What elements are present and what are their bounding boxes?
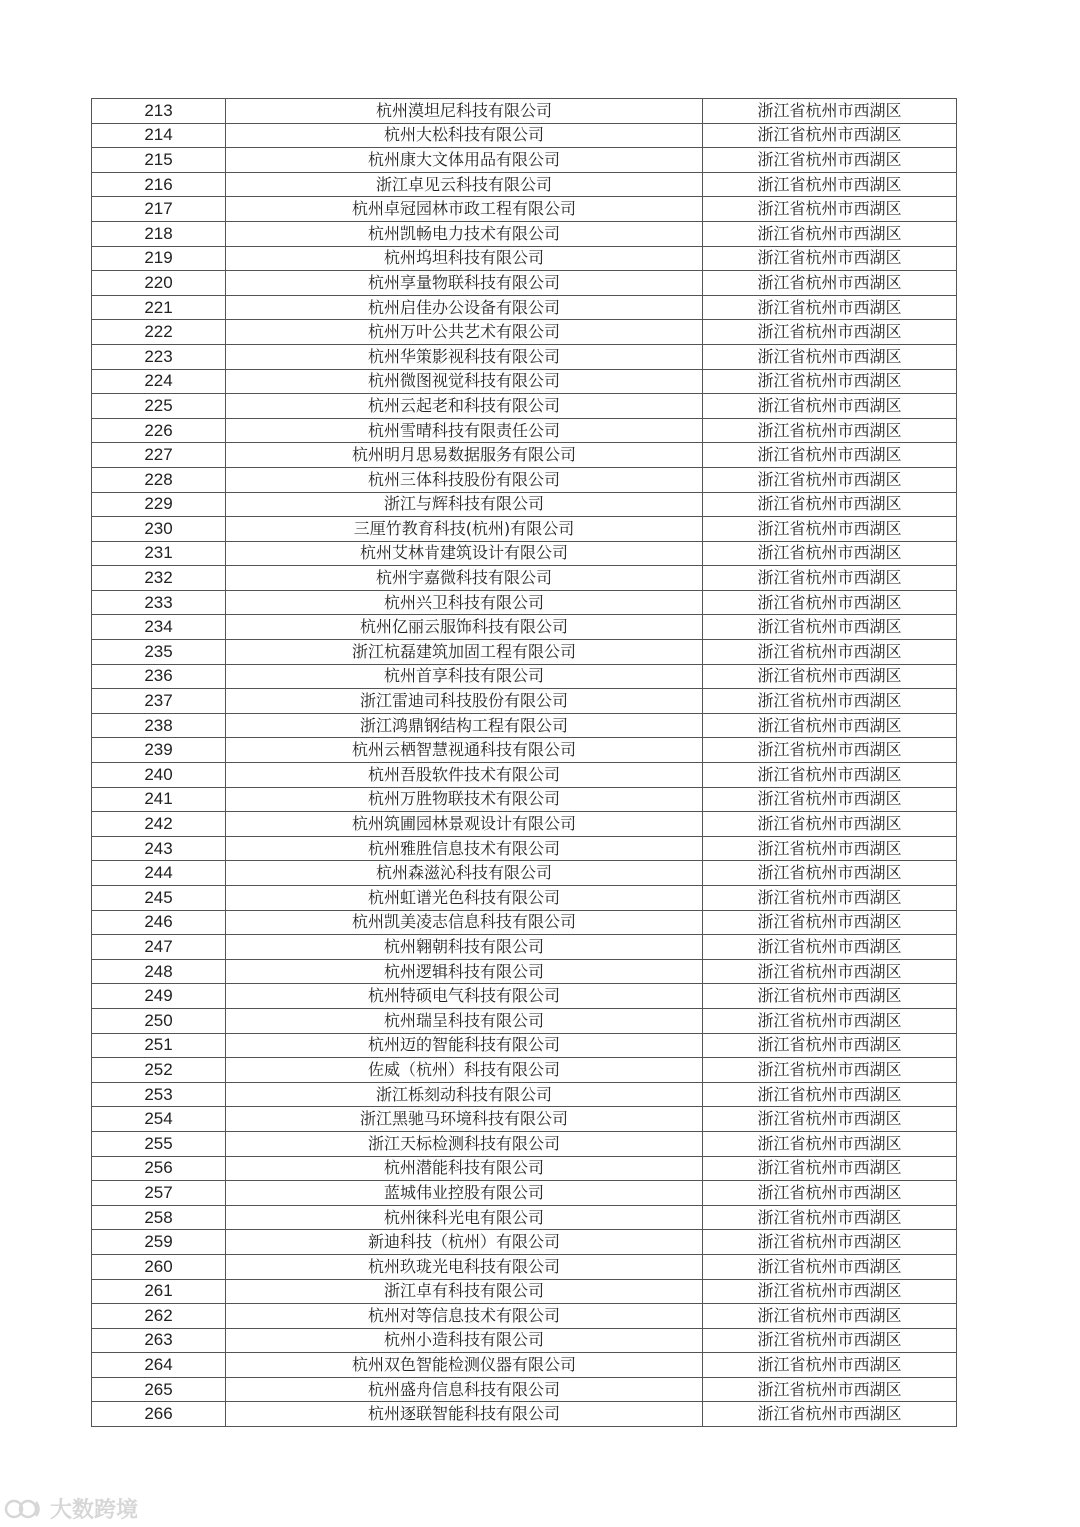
row-number: 262 [92,1304,226,1329]
company-name: 杭州华策影视科技有限公司 [226,344,703,369]
row-number: 225 [92,394,226,419]
company-region: 浙江省杭州市西湖区 [703,1279,957,1304]
table-row [92,763,957,788]
company-region: 浙江省杭州市西湖区 [703,763,957,788]
row-number: 235 [92,640,226,665]
table-row [92,197,957,222]
company-region: 浙江省杭州市西湖区 [703,787,957,812]
watermark-text: 大数跨境 [50,1498,139,1523]
table-row [92,787,957,812]
company-region: 浙江省杭州市西湖区 [703,1402,957,1427]
company-region: 浙江省杭州市西湖区 [703,1058,957,1083]
company-region: 浙江省杭州市西湖区 [703,1156,957,1181]
row-number: 224 [92,369,226,394]
table-row [92,1402,957,1427]
row-number: 248 [92,959,226,984]
table-row [92,713,957,738]
company-region: 浙江省杭州市西湖区 [703,320,957,345]
company-name: 杭州兴卫科技有限公司 [226,590,703,615]
table-row [92,910,957,935]
company-name: 浙江天标检测科技有限公司 [226,1131,703,1156]
table-row [92,123,957,148]
company-region: 浙江省杭州市西湖区 [703,910,957,935]
company-name: 杭州万叶公共艺术有限公司 [226,320,703,345]
row-number: 254 [92,1107,226,1132]
row-number: 241 [92,787,226,812]
company-region: 浙江省杭州市西湖区 [703,99,957,124]
company-name: 杭州逐联智能科技有限公司 [226,1402,703,1427]
company-name: 杭州徕科光电有限公司 [226,1205,703,1230]
table-row [92,566,957,591]
company-region: 浙江省杭州市西湖区 [703,1033,957,1058]
table-row [92,861,957,886]
company-name: 杭州微图视觉科技有限公司 [226,369,703,394]
company-region: 浙江省杭州市西湖区 [703,566,957,591]
row-number: 245 [92,886,226,911]
company-region: 浙江省杭州市西湖区 [703,615,957,640]
company-region: 浙江省杭州市西湖区 [703,1304,957,1329]
company-list-body [92,99,957,1427]
row-number: 252 [92,1058,226,1083]
table-row [92,1377,957,1402]
company-name: 杭州三体科技股份有限公司 [226,467,703,492]
company-region: 浙江省杭州市西湖区 [703,713,957,738]
table-row [92,369,957,394]
row-number: 238 [92,713,226,738]
company-region: 浙江省杭州市西湖区 [703,271,957,296]
company-name: 杭州盛舟信息科技有限公司 [226,1377,703,1402]
company-region: 浙江省杭州市西湖区 [703,369,957,394]
company-name: 新迪科技（杭州）有限公司 [226,1230,703,1255]
company-region: 浙江省杭州市西湖区 [703,590,957,615]
table-row [92,1008,957,1033]
row-number: 251 [92,1033,226,1058]
row-number: 240 [92,763,226,788]
company-name: 浙江与辉科技有限公司 [226,492,703,517]
company-name: 浙江雷迪司科技股份有限公司 [226,689,703,714]
company-region: 浙江省杭州市西湖区 [703,935,957,960]
company-region: 浙江省杭州市西湖区 [703,172,957,197]
company-region: 浙江省杭州市西湖区 [703,689,957,714]
company-name: 杭州艾林肯建筑设计有限公司 [226,541,703,566]
table-row [92,1131,957,1156]
table-row [92,344,957,369]
row-number: 243 [92,836,226,861]
row-number: 260 [92,1254,226,1279]
company-region: 浙江省杭州市西湖区 [703,394,957,419]
watermark [4,1493,138,1524]
table-row [92,640,957,665]
row-number: 257 [92,1181,226,1206]
company-region: 浙江省杭州市西湖区 [703,664,957,689]
row-number: 255 [92,1131,226,1156]
row-number: 218 [92,221,226,246]
table-row [92,738,957,763]
company-name: 杭州漠坦尼科技有限公司 [226,99,703,124]
company-name: 浙江卓见云科技有限公司 [226,172,703,197]
company-region: 浙江省杭州市西湖区 [703,1377,957,1402]
weibo-style-logo-icon [4,1496,44,1522]
table-row [92,492,957,517]
company-name: 浙江杭磊建筑加固工程有限公司 [226,640,703,665]
table-row [92,246,957,271]
table-row [92,1328,957,1353]
row-number: 229 [92,492,226,517]
company-name: 杭州大松科技有限公司 [226,123,703,148]
table-row [92,1205,957,1230]
row-number: 247 [92,935,226,960]
table-row [92,418,957,443]
company-region: 浙江省杭州市西湖区 [703,812,957,837]
table-row [92,443,957,468]
row-number: 234 [92,615,226,640]
row-number: 215 [92,148,226,173]
company-name: 杭州卓冠园林市政工程有限公司 [226,197,703,222]
row-number: 219 [92,246,226,271]
company-region: 浙江省杭州市西湖区 [703,344,957,369]
table-row [92,1107,957,1132]
row-number: 217 [92,197,226,222]
company-region: 浙江省杭州市西湖区 [703,148,957,173]
company-name: 杭州首享科技有限公司 [226,664,703,689]
table-row [92,1254,957,1279]
table-row [92,1181,957,1206]
company-region: 浙江省杭州市西湖区 [703,123,957,148]
company-name: 佐威（杭州）科技有限公司 [226,1058,703,1083]
company-region: 浙江省杭州市西湖区 [703,1205,957,1230]
company-region: 浙江省杭州市西湖区 [703,492,957,517]
row-number: 264 [92,1353,226,1378]
row-number: 228 [92,467,226,492]
row-number: 233 [92,590,226,615]
company-name: 杭州森滋沁科技有限公司 [226,861,703,886]
company-region: 浙江省杭州市西湖区 [703,1254,957,1279]
row-number: 216 [92,172,226,197]
row-number: 232 [92,566,226,591]
company-name: 浙江栎刻动科技有限公司 [226,1082,703,1107]
company-name: 杭州玖珑光电科技有限公司 [226,1254,703,1279]
row-number: 244 [92,861,226,886]
company-name: 杭州翱朝科技有限公司 [226,935,703,960]
table-row [92,221,957,246]
company-name: 杭州凯畅电力技术有限公司 [226,221,703,246]
table-row [92,935,957,960]
row-number: 246 [92,910,226,935]
company-name: 杭州迈的智能科技有限公司 [226,1033,703,1058]
table-row [92,295,957,320]
company-name: 杭州对等信息技术有限公司 [226,1304,703,1329]
company-name: 杭州万胜物联技术有限公司 [226,787,703,812]
table-row [92,812,957,837]
row-number: 223 [92,344,226,369]
company-name: 杭州双色智能检测仪器有限公司 [226,1353,703,1378]
company-name: 杭州特硕电气科技有限公司 [226,984,703,1009]
company-name: 杭州潜能科技有限公司 [226,1156,703,1181]
table-row [92,541,957,566]
company-name: 杭州吾股软件技术有限公司 [226,763,703,788]
table-row [92,99,957,124]
row-number: 230 [92,517,226,542]
row-number: 239 [92,738,226,763]
table-row [92,615,957,640]
company-name: 蓝城伟业控股有限公司 [226,1181,703,1206]
company-region: 浙江省杭州市西湖区 [703,836,957,861]
row-number: 214 [92,123,226,148]
company-region: 浙江省杭州市西湖区 [703,221,957,246]
company-name: 三厘竹教育科技(杭州)有限公司 [226,517,703,542]
company-name: 杭州云起老和科技有限公司 [226,394,703,419]
table-row [92,148,957,173]
table-row [92,886,957,911]
table-row [92,1058,957,1083]
company-region: 浙江省杭州市西湖区 [703,1328,957,1353]
table-row [92,1230,957,1255]
row-number: 256 [92,1156,226,1181]
table-row [92,689,957,714]
company-name: 杭州云栖智慧视通科技有限公司 [226,738,703,763]
company-name: 杭州明月思易数据服务有限公司 [226,443,703,468]
company-region: 浙江省杭州市西湖区 [703,1082,957,1107]
table-row [92,959,957,984]
company-region: 浙江省杭州市西湖区 [703,1131,957,1156]
table-row [92,1279,957,1304]
company-region: 浙江省杭州市西湖区 [703,959,957,984]
table-row [92,1156,957,1181]
row-number: 213 [92,99,226,124]
table-row [92,664,957,689]
row-number: 249 [92,984,226,1009]
company-name: 杭州凯美凌志信息科技有限公司 [226,910,703,935]
row-number: 263 [92,1328,226,1353]
table-row [92,1033,957,1058]
row-number: 227 [92,443,226,468]
table-row [92,984,957,1009]
company-name: 杭州坞坦科技有限公司 [226,246,703,271]
row-number: 250 [92,1008,226,1033]
company-region: 浙江省杭州市西湖区 [703,517,957,542]
row-number: 242 [92,812,226,837]
table-row [92,1082,957,1107]
company-region: 浙江省杭州市西湖区 [703,443,957,468]
row-number: 265 [92,1377,226,1402]
company-region: 浙江省杭州市西湖区 [703,467,957,492]
row-number: 221 [92,295,226,320]
table-row [92,467,957,492]
table-row [92,172,957,197]
company-name: 浙江卓有科技有限公司 [226,1279,703,1304]
company-region: 浙江省杭州市西湖区 [703,197,957,222]
company-region: 浙江省杭州市西湖区 [703,1181,957,1206]
company-name: 杭州宇嘉微科技有限公司 [226,566,703,591]
row-number: 266 [92,1402,226,1427]
company-region: 浙江省杭州市西湖区 [703,1008,957,1033]
company-name: 杭州逻辑科技有限公司 [226,959,703,984]
company-list-table [91,98,957,1427]
company-region: 浙江省杭州市西湖区 [703,246,957,271]
row-number: 222 [92,320,226,345]
table-row [92,1353,957,1378]
company-region: 浙江省杭州市西湖区 [703,738,957,763]
company-region: 浙江省杭州市西湖区 [703,861,957,886]
row-number: 259 [92,1230,226,1255]
company-name: 杭州康大文体用品有限公司 [226,148,703,173]
company-region: 浙江省杭州市西湖区 [703,1353,957,1378]
company-region: 浙江省杭州市西湖区 [703,418,957,443]
row-number: 226 [92,418,226,443]
company-name: 杭州小造科技有限公司 [226,1328,703,1353]
table-row [92,320,957,345]
row-number: 253 [92,1082,226,1107]
row-number: 236 [92,664,226,689]
table-row [92,836,957,861]
table-row [92,271,957,296]
table-row [92,1304,957,1329]
company-region: 浙江省杭州市西湖区 [703,640,957,665]
company-name: 杭州筑圃园林景观设计有限公司 [226,812,703,837]
company-name: 杭州享量物联科技有限公司 [226,271,703,296]
company-region: 浙江省杭州市西湖区 [703,984,957,1009]
table-row [92,517,957,542]
company-name: 杭州瑞呈科技有限公司 [226,1008,703,1033]
table-row [92,590,957,615]
row-number: 258 [92,1205,226,1230]
company-name: 浙江黑驰马环境科技有限公司 [226,1107,703,1132]
company-name: 杭州雅胜信息技术有限公司 [226,836,703,861]
company-name: 杭州亿丽云服饰科技有限公司 [226,615,703,640]
company-region: 浙江省杭州市西湖区 [703,886,957,911]
row-number: 220 [92,271,226,296]
company-name: 杭州虹谱光色科技有限公司 [226,886,703,911]
table-row [92,394,957,419]
company-name: 浙江鸿鼎钢结构工程有限公司 [226,713,703,738]
company-region: 浙江省杭州市西湖区 [703,1107,957,1132]
company-region: 浙江省杭州市西湖区 [703,541,957,566]
row-number: 261 [92,1279,226,1304]
company-region: 浙江省杭州市西湖区 [703,1230,957,1255]
row-number: 237 [92,689,226,714]
row-number: 231 [92,541,226,566]
company-region: 浙江省杭州市西湖区 [703,295,957,320]
company-name: 杭州启佳办公设备有限公司 [226,295,703,320]
company-name: 杭州雪晴科技有限责任公司 [226,418,703,443]
